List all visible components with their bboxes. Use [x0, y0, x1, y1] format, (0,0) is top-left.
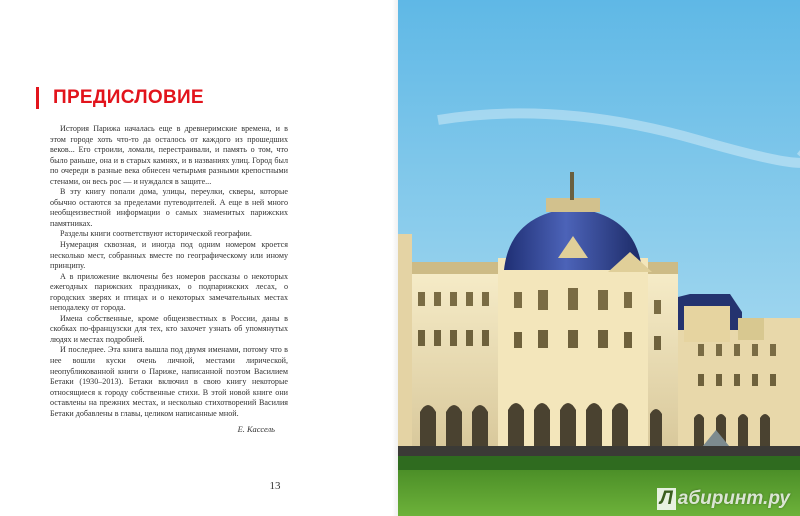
page-number: 13 [269, 480, 281, 492]
louvre-photo [398, 0, 800, 516]
paragraph: Имена собственные, кроме общеизвестных в России, даны в скобках по-французски для тех, кто захочет узнать об упомянутых людях и местах подробней. [50, 313, 288, 344]
paragraph: Разделы книги соответствуют исторической географии. [60, 229, 252, 239]
chapter-heading [36, 86, 204, 110]
heading-accent-bar [36, 87, 39, 109]
left-edge-column [398, 234, 412, 448]
flagpole [570, 172, 574, 200]
hedge-row [398, 456, 800, 472]
paragraph: Нумерация сквозная, и иногда под одним номером кроется несколько мест, собранных вместе по географическому или иному принципу. [50, 240, 288, 271]
far-right-ornament [738, 318, 764, 340]
paragraph: И последнее. Эта книга вышла под двумя именами, потому что в нее вошли куски очень личной, местами лирической, неопубликованной книги о Париже, написанной поэтом Василием Бетаки (1930–2013). Бетаки включил в свою книгу некоторые относящиеся к городу собственные стихи. В этой новой книге они оставлены на прежних местах, и несколько стихотворений Василия Бетаки добавлены в главы, целиком написанные мной. [50, 345, 288, 418]
paragraph: А в приложение включены без номеров рассказы о некоторых ежегодных парижских праздниках, о подпарижских лесах, о городских зверях и птицах и о некоторых замечательных местах неподалеку от города. [50, 271, 288, 313]
paragraph: В эту книгу попали дома, улицы, переулки, скверы, которые обычно остаются за пределами путеводителей. А еще в ней много необщеизвестной информации о самых знаменитых парижских памятниках. [50, 187, 288, 228]
left-page [0, 0, 398, 516]
dome-crest [546, 198, 600, 212]
right-page [398, 0, 800, 516]
labirint-watermark [657, 488, 790, 510]
preface-text [50, 124, 288, 419]
watermark-logo-letter: Л [657, 488, 676, 510]
paragraph: История Парижа началась еще в древнеримские времена, и в этом городе хоть что-то да осталось от каждого из прошедших веков... Его строили, ломали, перестраивали, и память о том, что было раньше, она и в старых камнях, и в названиях улиц. Город был по очереди в разные века обнесен четырьмя разными крепостными стенами, он весь рос — и нуждался в защите... [50, 124, 288, 186]
author-signature: Е. Кассель [237, 425, 275, 434]
right-pavilion [684, 306, 730, 342]
chapter-title: ПРЕДИСЛОВИЕ [53, 87, 204, 108]
watermark-text: абиринт.ру [677, 488, 790, 509]
